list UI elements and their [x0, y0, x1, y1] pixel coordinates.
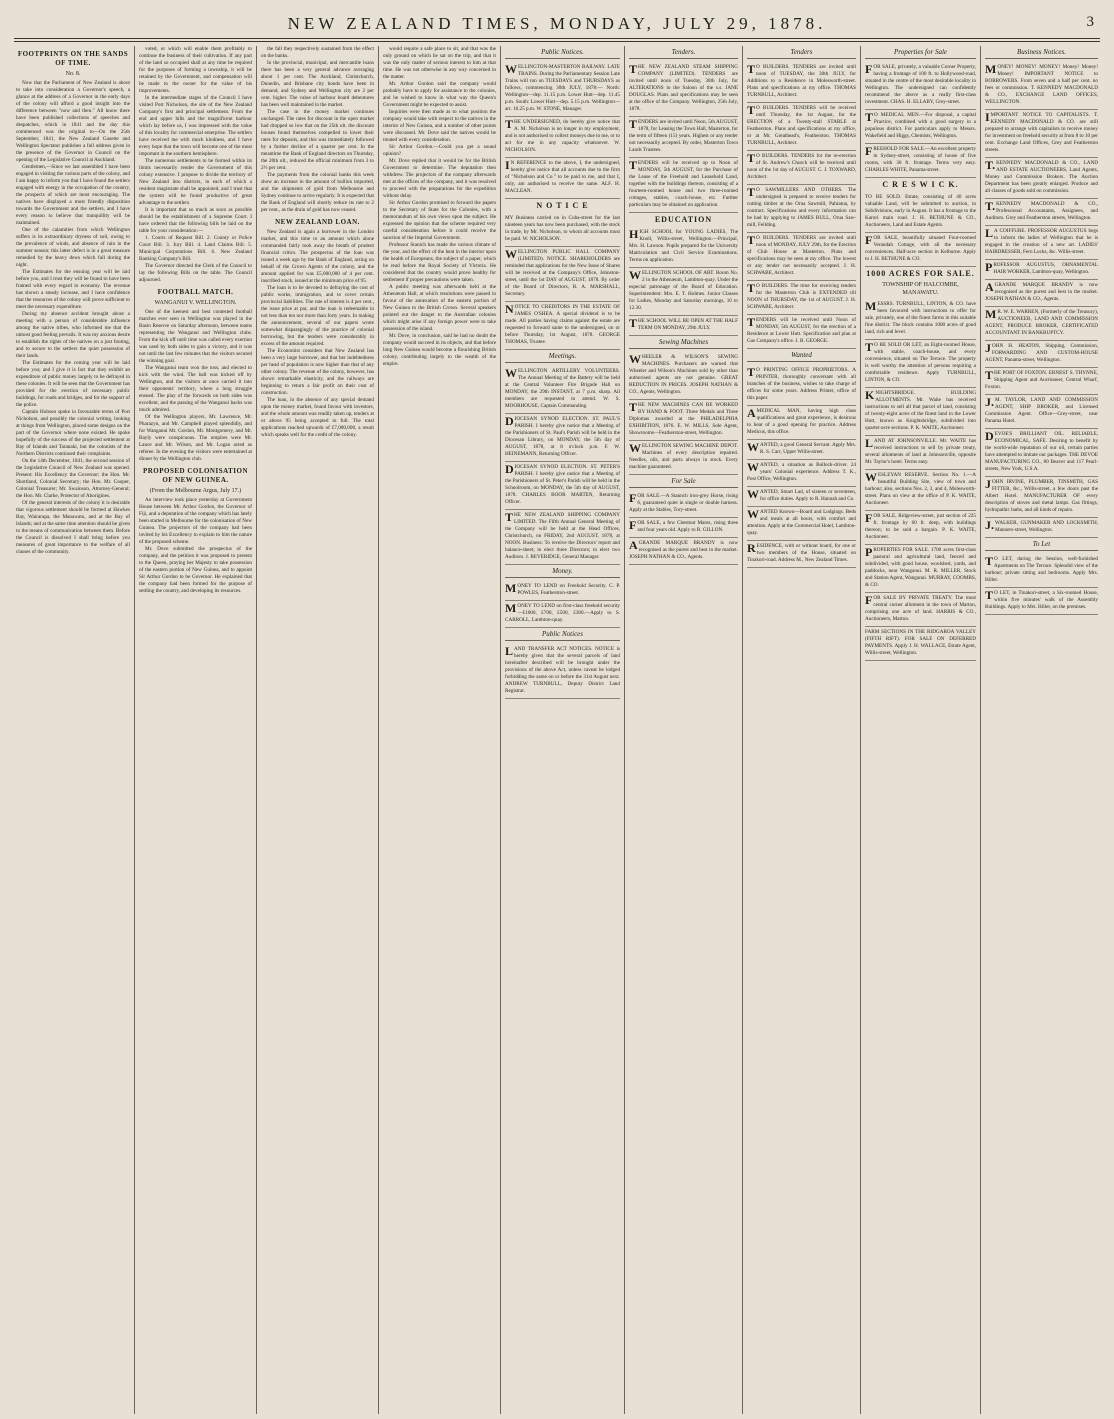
display-heading: C R E S W I C K. — [882, 180, 959, 189]
advertisement: AMEDICAL MAN, having high class qualifications and great experience, is desirous to hear of a good opening for practice. Address Medicus, this office. — [747, 406, 856, 440]
section-heading: Tenders — [747, 48, 856, 59]
article-paragraph: It is important that so much as soon as possible should be the establishment of a Supreme Court. I have ordered that the following bills be laid on the table for your consideration:— — [139, 207, 252, 234]
advertisement: THE UNDERSIGNED, do hereby give notice that A. M. Nicholson is no longer in my employment, and is not authorised to collect moneys due to me, or to act for me in any capacity whatsoever. W. NICHOLSON. — [505, 117, 620, 158]
section-heading: To Let — [985, 540, 1098, 551]
column-5 — [500, 46, 624, 1414]
article-paragraph: One of the keenest and best contested football matches ever seen in Wellington was played in the Basin Reserve on Saturday afternoon, between teams representing the Wanganui and Wellington clubs. From the kick off until time was called every exertion was used by both sides to gain a victory, and it was not until the last few minutes that the visitors secured the winning goal. — [139, 309, 252, 364]
article-subhead: No. 8. — [65, 71, 81, 77]
column-9 — [980, 46, 1102, 1414]
advertisement: KNIGHTSBRIDGE. BUILDING ALLOTMENTS. Mr. Waite has received instructions to sell all that parcel of land, consisting of twenty-eight acres of the finest land in the Lower Hutt, known as Knightsbridge, subdivided into quarter-acre sections. P. K. WAITE, Auctioneer. — [865, 388, 976, 436]
advertisement: HIGH SCHOOL for YOUNG LADIES, The Knoll, Willis-street, Wellington.—Principal, Mrs. H. Lawson. Pupils prepared for the University Matriculation and Civil Service Examinations. Terms on application. — [629, 227, 738, 268]
article-headline: PROPOSED COLONISATION OF NEW GUINEA. — [142, 467, 249, 484]
advertisement: WELLINGTON SEWING MACHINE DEPOT. Machines of every description repaired. Needles, oils, and parts always in stock. Every machine guaranteed. — [629, 441, 738, 475]
article-paragraph: The Estimates for the ensuing year will be laid before you, and I trust they will be found to have been framed with every regard to economy. The revenue has shown a steady increase, and I have confidence that the resources of the colony will prove sufficient to meet the necessary expenditure. — [16, 269, 130, 310]
advertisement: PROPERTIES FOR SALE. 1700 acres first-class pastoral and agricultural land, fenced and subdivided, with good house, woolshed, yards, and paddocks, near Wanganui. M. R. MILLER, Stock and Station Agent, Wanganui. MURRAY, COOMBS, & CO. — [865, 545, 976, 593]
article-subhead: (From the Melbourne Argus, July 17.) — [149, 488, 242, 494]
advertisement: IMPORTANT NOTICE TO CAPITALISTS. T. KENNEDY MACDONALD & CO. are still prepared to arrange with capitalists to receive money for investment on freehold security at from 8 to 10 per cent. Exchange Land Offices, Grey and Featherston streets. — [985, 110, 1098, 158]
advertisement: TO BE SOLD. Estate, consisting of 40 acres valuable Land, will be submitted to auction, in Subdivisions, early in August. It has a frontage to the Karori main road. J. H. BETHUNE & CO., Auctioneers, Land and Estate Agents. — [865, 192, 976, 233]
column-6 — [624, 46, 742, 1414]
article-subhead: WANGANUI V. WELLINGTON. — [154, 300, 237, 306]
column-1 — [12, 46, 134, 1414]
article-paragraph: The numerous settlements to be formed within its limits necessarily render the Government of this colony extensive. I propose to divide the territory of New Zealand into districts, in each of which a resident magistrate shall be appointed, and I trust that the system will be found productive of great advantage to the settlers. — [139, 158, 252, 206]
advertisement: THE NEW MACHINES CAN BE WORKED BY HAND & FOOT. Three Medals and Three Diplomas awarded at the PHILADELPHIA EXHIBITION, 1876. E. W. MILLS, Sole Agent, Showrooms—Featherston-street, Wellington. — [629, 400, 738, 441]
article-paragraph: On the 14th December, 1841, the second session of the Legislative Council of New Zealand was opened. Present: His Excellency the Governor; the Hon. Mr. Shortland, Colonial Secretary; the Hon. Mr. Cooper, Colonial Treasurer; Mr. Swainson, Attorney-General; the Hon. Mr. Clarke, Protector of Aborigines. — [16, 458, 130, 499]
article-paragraph: Mr. Dove, in conclusion, said he had no doubt the company would succeed in its objects, and that before long New Guinea would become a flourishing British colony, contributing largely to the wealth of the empire. — [383, 333, 496, 367]
article-paragraph: The Wanganui team won the toss, and elected to kick with the wind. The ball was kicked off by Wellington, and the visitors at once carried it into their opponents' territory, where a long struggle ensued. The play of the forwards on both sides was excellent, and the passing of the Wanganui backs was much admired. — [139, 365, 252, 413]
section-heading: Business Notices. — [985, 48, 1098, 59]
advertisement: TENDERS are invited until Noon, 5th AUGUST, 1878, for Leasing the Town Hall, Masterton, for the term of fifteen (15) years. Highest or any tender not necessarily accepted. By order, Masterton Town Lands Trustees. — [629, 117, 738, 158]
article-paragraph: Mr. Dove replied that it would be for the British Government to determine. The deputation then withdrew. The projectors of the company afterwards met at the offices of the company, and it was resolved to proceed with the preparations for the expedition without delay. — [383, 158, 496, 199]
advertisement: WANTED, Smart Lad, of sixteen or seventeen, for office duties. Apply to R. Hannah and Co. — [747, 487, 856, 507]
advertisement: DEVOE'S BRILLIANT OIL. RELIABLE, ECONOMICAL, SAFE. Desiring to benefit by the world-wide reputation of our oil, certain parties have attempted to imitate our packages. THE DEVOE MANUFACTURING CO., 80 Beaver and 117 Pearl-streets, New York, U.S.A. — [985, 429, 1098, 477]
advertisement: TO LET, during the Session, well-furnished Apartments on The Terrace. Splendid view of the harbour; private sitting and bedrooms. Apply Mrs. Hiller. — [985, 554, 1098, 588]
advertisement: TO LET, in Tinakori-street, a Six-roomed House, within five minutes' walk of the Assembly Buildings. Apply to Mrs. Hiller, on the premises. — [985, 588, 1098, 615]
advertisement: AGRANDE MARQUE BRANDY is now recognised as the purest and best in the market. JOSEPH NATHAN & CO., Agents. — [629, 538, 738, 565]
advertisement: TO BUILDERS. TENDERS are invited until noon of TUESDAY, the 30th JULY, for Additions to a Residence in Molesworth-street. Plans and specifications at my office. THOMAS TURNBULL, Architect. — [747, 62, 856, 103]
advertisement: FOR SALE.—A Staunch iron-grey Horse, rising 6, guaranteed quiet in single or double harness. Apply at the Stables, Tory-street. — [629, 491, 738, 518]
masthead — [0, 0, 1114, 40]
section-heading: Public Notices. — [505, 48, 620, 59]
article-paragraph: One of the calamities from which Wellington suffers is its extraordinary dryness of soil, owing to the prevalence of winds, and absence of rain in the summer season; this latter defect is in a great measure remedied by the heavy dews which fall during the night. — [16, 227, 130, 268]
advertisement: T.KENNEDY MACDONALD & CO., Professional Accountants, Assignees, and Auditors. Grey and Featherston streets, Wellington. — [985, 199, 1098, 226]
page-title: NEW ZEALAND TIMES, MONDAY, JULY 29, 1878. — [287, 14, 827, 33]
advertisement: DIOCESAN SYNOD ELECTION. ST. PETER'S PARISH. I hereby give notice that a Meeting of the Parishioners of St. Peter's Parish will be held in the Schoolroom, on MONDAY, the 5th day of AUGUST, 1878. CHARLES BOOR MARTEN, Returning Officer. — [505, 462, 620, 510]
article-paragraph: The Estimates for the coming year will be laid before you; and I give it is fact that they exhibit an expenditure of public money largely to be defrayed in these colonies. It will be seen that the Government has provided for the erection of necessary public buildings, for roads and bridges, and for the support of the police. — [16, 360, 130, 408]
article-paragraph: Mr. Arthur Gordon said the company would probably have to apply for assistance to the colonies, and he wished to know in what way the Queen's Government might be expected to assist. — [383, 81, 496, 108]
advertisement: FOR SALE, a few Chestnut Mares, rising three and four years old. Apply to R. GILLON. — [629, 518, 738, 538]
advertisement: WELLINGTON SCHOOL OF ART. Room No. 2 in the Athenæum, Lambton-quay. Under the especial patronage of the Board of Education. Superintendent: Mrs. E. T. Holmes. Junior Classes for Ladies, Monday and Saturday mornings, 10 to 12.30. — [629, 268, 738, 316]
article-paragraph: the fall they respectively sustained from the effect on the banks. — [261, 46, 374, 59]
article-paragraph: would require a safe place to sit, and that was the only ground on which he sat on the trip, and that it was the only matter of serious interest to him at that time. He was not otherwise in any way concerned in the matter. — [383, 46, 496, 80]
section-heading: For Sale — [629, 477, 738, 488]
section-heading: Public Notices — [505, 630, 620, 641]
article-paragraph: Captain Hobson spoke in favourable terms of Port Nicholson, and possibly the colonial writing, looking at things from Wellington, placed some designs on the part of the Governor where none existed. He spoke hopefully of the success of the projected settlement at Bay of Islands and Taranaki, but the colonists of the Northern Districts continued their complaints. — [16, 409, 130, 457]
advertisement: TENDERS will be received until Noon of MONDAY, 5th AUGUST, for the erection of a Residence at Lower Hutt. Specification and plan at Gas Company's office. J. R. GEORGE. — [747, 315, 856, 349]
advertisement: LA COIFFURE. PROFESSOR AUGUSTUS begs to inform the ladies of Wellington that he is engaged in the creation of a new art. LADIES' HAIRDRESSER, Fern Locks, &c. Willis-street. — [985, 226, 1098, 260]
advertisement: TO BE SOLD OR LET, an Eight-roomed House, with stable, coach-house, and every convenience, situated on The Terrace. The property is well worthy the attention of persons requiring a comfortable residence. Apply TURNBULL, LINTON, & CO. — [865, 340, 976, 388]
advertisement: IN REFERENCE to the above, I, the undersigned, hereby give notice that all accounts due to the firm of "Nicholson and Co." to be paid to me, and that I, only, am authorised to receive the same. ALF. H. MACLEAN. — [505, 158, 620, 199]
advertisement: JOHN IRVINE, PLUMBER, TINSMITH, GAS FITTER, &c., Willis-street, a few doors past the Albert Hotel. MANUFACTURER OF every description of stoves and metal lamps. Gas fittings, hydropathic baths, and all kinds of repairs. — [985, 477, 1098, 518]
advertisement: WELLINGTON ARTILLERY VOLUNTEERS. The Annual Meeting of the Battery will be held at the Central Volunteer Fire Brigade Hall on MONDAY, the 29th INSTANT, at 7 p.m. sharp. All members are requested to attend. W. S. MOORHOUSE, Captain Commanding. — [505, 366, 620, 414]
article-paragraph: Now that the Parliament of New Zealand is about to take into consideration a Governor's speech, a glance at the address of a Governor in the early days of the colony will afford a good insight into the difference between "now and then." All know there have been published collections of speeches and despatches, which in 1841 and the day this commenced was the original to—On the 25th September, 1841, the New Zealand Gazette and Wellington Spectator publishes a full address given in the presence of the Governor in Council on the opening of the Legislative Council at Auckland. — [16, 80, 130, 163]
advertisement: TO BUILDERS. TENDERS are invited until noon of MONDAY, JULY 29th, for the Erection of Club House at Masterton. Plans and specifications may be seen at my office. The lowest or any tender not necessarily accepted. J. H. SCHWABE, Architect. — [747, 233, 856, 281]
advertisement: THE NEW ZEALAND SHIPPING COMPANY LIMITED. The Fifth Annual General Meeting of the Company will be held at the Head Offices, Christchurch, on FRIDAY, 2nd AUGUST, 1878, at NOON. Business: To receive the Directors' report and balance-sheet; to elect three Directors; to elect two Auditors. J. BEVERIDGE, General Manager. — [505, 510, 620, 565]
advertisement: TO BUILDERS. The time for receiving tenders for the Masterton Club is EXTENDED till NOON of THURSDAY, the 1st of AUGUST. J. H. SCHWABE, Architect. — [747, 281, 856, 315]
article-paragraph: The loan, in the absence of any special demand upon the money market, found favour with investors, and the whole amount was readily taken up, tenders at or above 95 being accepted in full. The total applications reached upwards of £7,000,000, a result which speaks well for the credit of the colony. — [261, 397, 374, 438]
advertisement: MONEY TO LEND on first-class freehold security—£1000, £700, £500, £300.—Apply to S. CARROLL, Lambton-quay. — [505, 601, 620, 628]
advertisement: THE PORT OF FOXTON. ERNEST S. THYNNE, Shipping Agent and Auctioneer, Central Wharf, Foxton. — [985, 368, 1098, 395]
section-heading: Tenders. — [629, 48, 738, 59]
display-heading: EDUCATION — [654, 215, 713, 224]
article-paragraph: Inquiries were then made as to what position the company would take with respect to the natives in the interior of New Guinea, and a number of other points were discussed. Mr. Dove said the natives would be treated with every consideration. — [383, 109, 496, 143]
advertisement: TO MEDICAL MEN.—For disposal, a capital Practice, combined with a good surgery in a populous district. For particulars apply to Messrs. Wakefield and Higgs, Chemists, Wellington. — [865, 110, 976, 144]
article-paragraph: Sir Arthur Gordon promised to forward the papers to the Secretary of State for the Colonies, with a memorandum of his own views upon the subject. He expressed the opinion that the scheme required very careful consideration before it could receive the sanction of the Imperial Government. — [383, 200, 496, 241]
advertisement: TENDERS will be received up to Noon of MONDAY, 5th AUGUST, for the Purchase of the Lease of the Freehold and Leasehold Land, together with the buildings thereon, consisting of a fourteen-roomed house and two three-roomed cottages, stables, coach-house, etc. Further particulars may be obtained on application. — [629, 158, 738, 213]
advertisement: LAND AT JOHNSONVILLE. Mr. WAITE has received instructions to sell by private treaty, several allotments of land at Johnsonville, opposite Mr. Taylor's hotel. Terms easy. — [865, 436, 976, 470]
article-paragraph: During my absence accident brought about a meeting with a person of considerable influence among the native tribes, who informed me that the utmost good feeling prevails. It was my anxious desire to establish the rights of the natives on a just footing, and to secure to the settlers the quiet possession of their lands. — [16, 311, 130, 359]
section-heading: Sewing Machines — [629, 338, 738, 349]
advertisement: AGRANDE MARQUE BRANDY is now recognised as the purest and best in the market. JOSEPH NATHAN & CO., Agents. — [985, 280, 1098, 307]
top-rule-double — [14, 41, 1100, 42]
article-paragraph: An interview took place yesterday at Government House between Mr. Arthur Gordon, the Governor of Fiji, and a deputation of the company which has lately been started in Melbourne for the colonisation of New Guinea. The projectors of the company had been invited by his Excellency to explain to him the nature of the proposed scheme. — [139, 497, 252, 545]
advertisement: WANTED, a good General Servant. Apply Mrs. R. S. Carr, Upper Willis-street. — [747, 440, 856, 460]
display-heading: 1000 ACRES FOR SALE. — [866, 269, 975, 278]
article-paragraph: 1. Courts of Request Bill. 2. County or Police Court Bill. 3. Jury Bill. 4. Land Claims Bill. 5. Municipal Corporations Bill. 6. New Zealand Banking Company's Bill. — [139, 235, 252, 262]
advertisement: MY Business carried on in Cuba-street for the last nineteen years has now been purchased, with the stock in trade, by Mr. Nicholson, to whom all accounts must be paid. W. NICHOLSON. — [505, 213, 620, 247]
article-subhead: TOWNSHIP OF HALCOMBE, MANAWATU. — [882, 282, 959, 296]
article-paragraph: Of the general interests of the colony it is desirable that vigorous settlement should be formed at Hawkes Bay, Wairarapa, the Manawatu, and at the Bay of Islands; and at the same time attention should be given to the means of communication between them. Before the Council is dissolved I shall bring before you measures of great importance to the welfare of all classes of the community. — [16, 500, 130, 555]
article-paragraph: The case in the money market continues unchanged. The rates for discount in the open market had dropped so low that on the 25th ult. the discount houses found themselves compelled to lower their rates for deposits, and this was immediately followed by a further decline of a quarter per cent. In the meantime the Bank of England directors on Thursday, the 20th ult., reduced the official minimum from 3 to 2½ per cent. — [261, 109, 374, 171]
article-paragraph: New Zealand is again a borrower in the London market, and this time to an amount which alone commanded fairly took away the breath of prudent financial critics. The prospectus of the loan was issued a week ago by the Bank of England, acting on behalf of the Crown Agents of the colony, and the amount applied for was £5,000,000 of 4 per cent. inscribed stock, issued at the minimum price of 95. — [261, 229, 374, 284]
column-4 — [378, 46, 500, 1414]
advertisement: TO SAWMILLERS AND OTHERS. The undersigned is prepared to receive tenders for cutting timber at the Orua Sawmill, Pahiatua, by contract. Specifications and every information can be had by applying to JAMES BULL, Orua Saw-mill, Feilding. — [747, 185, 856, 233]
column-7 — [742, 46, 860, 1414]
article-paragraph: In the intermediate stages of the Council I have visited Port Nicholson, the site of the New Zealand Company's first and principal settlement. From the end and upper hills and the magnificent harbour which lay before us, I was impressed with the value of this locality for commercial enterprise. The settlers have received me with much kindness, and I have every hope that the town will become one of the most important in the southern hemisphere. — [139, 95, 252, 157]
article-paragraph: voted, or which will enable them profitably to continue the business of their cultivation. If any part of the land so occupied shall at any time be required for the purposes of forming a township, it will be retained by the Government, and compensation will be made to the owner for the value of his improvements. — [139, 46, 252, 94]
advertisement: FOR SALE BY PRIVATE TREATY. The most central corner allotment in the town of Marton, comprising one acre of land. HARRIS & CO., Auctioneers, Marton. — [865, 593, 976, 627]
advertisement: WHEELER & WILSON'S SEWING MACHINES. Purchasers are warned that Wheeler and Wilson's Machines sold by other than authorised agents are not genuine. GREAT REDUCTION IN PRICES. JOSEPH NATHAN & CO., Agents, Wellington. — [629, 352, 738, 400]
advertisement: DIOCESAN SYNOD ELECTION. ST. PAUL'S PARISH. I hereby give notice that a Meeting of the Parishioners of St. Paul's Parish will be held in the Diocesan Library, on MONDAY, the 5th day of AUGUST, 1878, at 8 o'clock p.m. F. W. HEINEMANN, Returning Officer. — [505, 414, 620, 462]
advertisement: JOHN H. HEATON, Shipping, Commission, FORWARDING AND CUSTOM-HOUSE AGENT, Panama-street, Wellington. — [985, 341, 1098, 368]
column-2 — [134, 46, 256, 1414]
advertisement: FREEHOLD FOR SALE.—An excellent property in Sydney-street, consisting of house of five rooms, with 30 ft. frontage. Terms very easy. CHARLES WHITE, Panama-street. — [865, 144, 976, 178]
advertisement: MONEY! MONEY! MONEY! Money! Money! Money! IMPORTANT NOTICE to BORROWERS. From seven and a half per cent. no fees or commission. T. KENNEDY MACDONALD & CO., EXCHANGE LAND OFFICES, WELLINGTON. — [985, 62, 1098, 110]
advertisement: FOR SALE, Ridgeview-street, just section of 225 ft. frontage by 60 ft. deep, with buildings thereon; to be sold a bargain. P. K. WAITE, Auctioneer. — [865, 511, 976, 545]
article-headline: NEW ZEALAND LOAN. — [275, 218, 360, 226]
advertisement: T.KENNEDY MACDONALD & CO., LAND AND ESTATE AUCTIONEERS, Land Agents, Money and Commission Brokers. The Auction Department has been greatly enlarged. Produce and all classes of goods sold on commission. — [985, 158, 1098, 199]
article-paragraph: A public meeting was afterwards held at the Athenæum Hall, at which resolutions were passed in favour of the annexation of the eastern portion of New Guinea to the British Crown. Several speakers pointed out the danger to the Australian colonies which might arise if any foreign power were to take possession of the island. — [383, 284, 496, 332]
columns-container — [12, 46, 1102, 1414]
advertisement: WESLEYAN RESERVE. Section No. 1.—A beautiful Building Site, view of town and harbour; also, sections Nos. 2, 3, and 4, Molesworth-street. Plans on view at the office of P. K. WAITE, Auctioneer. — [865, 470, 976, 511]
top-rule — [14, 38, 1100, 39]
advertisement: PROFESSOR AUGUSTUS, ORNAMENTAL HAIR WORKER, Lambton-quay, Wellington. — [985, 260, 1098, 280]
advertisement: J.M. TAYLOR, LAND AND COMMISSION AGENT, SHIP BROKER, and Licensed Commission Agent. Office—Grey-street, near Panama Hotel. — [985, 395, 1098, 429]
advertisement: NOTICE TO CREDITORS IN THE ESTATE OF JAMES O'SHEA. A special dividend is to be made. All parties having claims against the estate are requested to forward same to the undersigned, on or before Thursday, 1st August, 1878. GEORGE THOMAS, Trustee. — [505, 302, 620, 350]
advertisement: WANTED, a situation as Bullock-driver. 24 years' Colonial experience. Address T. K., Post Office, Wellington. — [747, 460, 856, 487]
article-paragraph: Sir Arthur Gordon.—Could you get a sound opinion? — [383, 144, 496, 157]
advertisement: WELLINGTON-MASTERTON RAILWAY. LATE TRAINS. During the Parliamentary Session Late Trains will run on TUESDAYS and THURSDAYS as follows, commencing 30th JULY, 1878:— North: Wellington—dep. 11.15 p.m. Lower Hutt—dep. 11.45 p.m. South: Lower Hutt—dep. 5.15 p.m. Wellington—arr. 10.25 p.m. W. STONE, Manager. — [505, 62, 620, 117]
article-paragraph: In the provincial, municipal, and mercantile loans there has been a very general advance averaging about 1 per cent. The Auckland, Christchurch, Dunedin, and Brisbane city bonds have been in demand, and Sydney and Wellington city are 2 per cent. higher. The value of harbour board debentures has been well maintained in the market. — [261, 60, 374, 108]
advertisement: TO PRINTING OFFICE PROPRIETORS. A PRINTER, thoroughly conversant with all branches of the business, wishes to take charge of offices for some years. Address Printer, office of this paper. — [747, 365, 856, 406]
article-paragraph: The payments from the colonial banks this week show an increase in the amount of bullion imported, and the shipments of gold from Melbourne and Sydney continue to arrive regularly. It is expected that the Bank of England will shortly reduce its rate to 2 per cent., as the drain of gold has now ceased. — [261, 172, 374, 213]
page-number: 3 — [1086, 14, 1094, 30]
article-headline: FOOTPRINTS ON THE SANDS OF TIME. — [17, 50, 129, 67]
article-paragraph: Of the Wellington players, Mr. Lawrence, Mr. Pharazyn, and Mr. Campbell played splendidly, and for Wanganui Mr. Gordon, Mr. Montgomery, and Mr. Bayly were conspicuous. The umpires were Mr. Lance and Mr. Wilson, and Mr. Logan acted as referee. In the evening the visitors were entertained at dinner by the Wellington club. — [139, 414, 252, 462]
section-heading: Wanted — [747, 351, 856, 362]
advertisement: J.WALKER, GUNMAKER AND LOCKSMITH, Manners-street, Wellington. — [985, 518, 1098, 538]
advertisement: WELLINGTON PUBLIC HALL COMPANY (LIMITED). NOTICE. SHAREHOLDERS are reminded that applications for the New Issue of Shares will be received at the Company's Office, Johnston-street, until the 1st DAY of AUGUST, 1878. By order of the Board of Directors, R. A. MARSHALL, Secretary. — [505, 247, 620, 302]
article-paragraph: Professor Stanich has made the various climate of the year, and the effect of the heat in the interior upon the health of Europeans, the subject of a paper, which he read before the Royal Society of Victoria. He considered that the country would prove healthy for settlement if proper precautions were taken. — [383, 242, 496, 283]
advertisement: TO BUILDERS. TENDERS for the re-erection of St. Andrew's Church will be received until noon of the 1st day of AUGUST. C. J. TOXWARD, Architect. — [747, 151, 856, 185]
column-8 — [860, 46, 980, 1414]
advertisement: WANTED Known—Board and Lodgings. Beds and meals at all hours, with comfort and attention. Apply at the Commercial Hotel, Lambton-quay. — [747, 507, 856, 541]
advertisement: MONEY TO LEND on Freehold Security. C. P. POWLES, Featherston-street. — [505, 581, 620, 601]
advertisement: RESIDENCE, with or without board, for one or two members of the House, situated on Tinakori-road. Address M., New Zealand Times. — [747, 541, 856, 568]
advertisement: TO BUILDERS. TENDERS will be received until Thursday, the 1st August, for the ERECTION of a Twenty-stall STABLE at Featherston. Plans and specifications at my office, or at Mr. Greathead's, Featherston. THOMAS TURNBULL, Architect. — [747, 103, 856, 151]
section-heading: Properties for Sale — [865, 48, 976, 59]
article-paragraph: Gentlemen,—Since we last assembled I have been engaged in visiting the various parts of the colony, and I am happy to inform you that I have found the settlers engaged with energy in the occupation of the country, the prospects of which are most encouraging. The natives have displayed a most friendly disposition towards the Government and the settlers, and I have every reason to believe that tranquillity will be maintained. — [16, 164, 130, 226]
advertisement: MR. W. E. WARREN, (Formerly of the Treasury), AUCTIONEER, LAND AND COMMISSION AGENT, PRODUCE BROKER, CERTIFICATED ACCOUNTANT IN BANKRUPTCY. — [985, 307, 1098, 341]
advertisement: LAND TRANSFER ACT NOTICES. NOTICE is hereby given that the several parcels of land hereinafter described will be brought under the provisions of the above Act, unless caveat be lodged forbidding the same on or before the 31st August next. ANDREW TURNBULL, Deputy District Land Registrar. — [505, 644, 620, 699]
display-heading: N O T I C E — [536, 201, 589, 210]
section-heading: Money. — [505, 567, 620, 578]
article-headline: FOOTBALL MATCH. — [157, 288, 234, 296]
article-paragraph: The Economist considers that New Zealand has been a very large borrower, and that her indebtedness per head of population is now higher than that of any other colony. The revenue of the colony, however, has shown remarkable elasticity, and the railways are beginning to return a fair profit on their cost of construction. — [261, 348, 374, 396]
advertisement: FOR SALE, beautifully situated Four-roomed Verandah Cottage, with all the necessary conveniences. Half-acre section in Kelburne. Apply to J. H. BETHUNE & CO. — [865, 233, 976, 267]
advertisement: FOR SALE, privately, a valuable Corner Property, having a frontage of 100 ft. to Hollywood-road, situated in the centre of the most desirable locality in Wellington. The undersigned can confidently recommend the above as a really first-class investment. CHAS. H. ELLABY, Grey-street. — [865, 62, 976, 110]
section-heading: Meetings. — [505, 352, 620, 363]
article-paragraph: The Governor directed the Clerk of the Council to lay the following Bills on the table. The Council adjourned. — [139, 263, 252, 283]
advertisement: FARM SECTIONS IN THE RIDGAROA VALLEY (FIFTH RIFT). FOR SALE ON DEFERRED PAYMENTS. Apply J. H. WALLACE, Estate Agent, Willis-street, Wellington. — [865, 627, 976, 661]
column-3 — [256, 46, 378, 1414]
article-paragraph: Mr. Dove submitted the prospectus of the company, and the petition it was proposed to present to the Queen, praying her Majesty to take possession of the eastern portion of New Guinea, and to appoint Sir Arthur Gordon to be Governor. He explained that the company had been formed for the purpose of settling the country, and developing its resources. — [139, 546, 252, 594]
advertisement: THE SCHOOL WILL BE OPEN AT THE HALF TERM ON MONDAY, 29th JULY. — [629, 316, 738, 336]
advertisement: THE NEW ZEALAND STEAM SHIPPING COMPANY (LIMITED). TENDERS are invited until noon of Tuesday, 30th July, for ALTERATIONS to the Saloon of the s.s. JANE DOUGLAS. Plans and specifications may be seen at the office of the Company. Wellington, 25th July, 1878. — [629, 62, 738, 117]
advertisement: MESSRS. TURNBULL, LINTON, & CO. have been favoured with instructions to offer for sale, privately, one of the finest farms in this suitable fine district. The block contains 1000 acres of good land, rich and level. — [865, 299, 976, 340]
article-paragraph: The loan is to be devoted to defraying the cost of public works, immigration, and to cover certain provincial liabilities. The rate of interest is 4 per cent., the issue price at par, and the loan is redeemable in not less than ten nor more than forty years. In making the announcement, several of our papers wrote somewhat disparagingly of the practice of colonial borrowing, but the tenders were considerably in excess of the amount required. — [261, 285, 374, 347]
